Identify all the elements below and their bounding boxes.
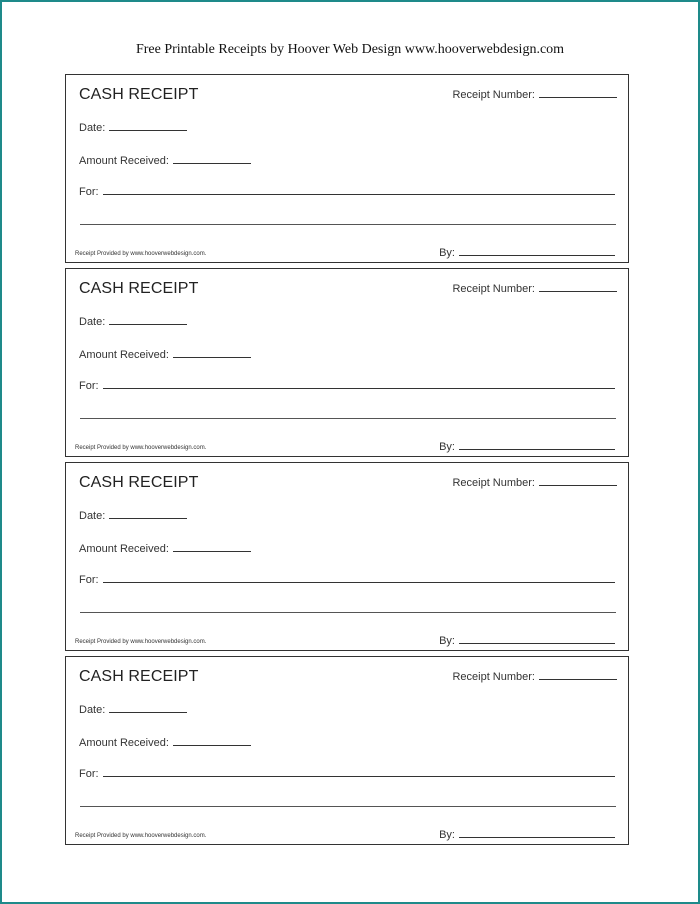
receipt-footer: Receipt Provided by www.hooverwebdesign.com. (75, 833, 207, 839)
amount-field[interactable] (173, 542, 251, 552)
by-row (439, 246, 615, 259)
receipt-number-field[interactable] (539, 670, 617, 680)
amount-field[interactable] (173, 348, 251, 358)
receipt-number-field[interactable] (539, 88, 617, 98)
receipt-number-row (452, 88, 617, 101)
amount-row (79, 154, 251, 167)
for-field[interactable] (103, 379, 615, 389)
by-field[interactable] (459, 440, 615, 450)
receipt-title: CASH RECEIPT (79, 86, 199, 103)
amount-row (79, 348, 251, 361)
date-row (79, 703, 187, 716)
for-label: For: (79, 768, 99, 780)
for-field[interactable] (103, 185, 615, 195)
by-field[interactable] (459, 634, 615, 644)
cash-receipt-3 (65, 462, 629, 651)
cash-receipt-4 (65, 656, 629, 845)
by-row (439, 828, 615, 841)
amount-label: Amount Received: (79, 543, 169, 555)
amount-label: Amount Received: (79, 737, 169, 749)
receipt-footer: Receipt Provided by www.hooverwebdesign.com. (75, 445, 207, 451)
for-continuation-line[interactable] (80, 418, 616, 419)
receipt-number-field[interactable] (539, 476, 617, 486)
receipt-title: CASH RECEIPT (79, 474, 199, 491)
receipt-number-row (452, 282, 617, 295)
amount-field[interactable] (173, 736, 251, 746)
receipt-number-row (452, 670, 617, 683)
date-label: Date: (79, 704, 106, 716)
receipt-title: CASH RECEIPT (79, 280, 199, 297)
receipt-footer: Receipt Provided by www.hooverwebdesign.com. (75, 639, 207, 645)
receipt-title: CASH RECEIPT (79, 668, 199, 685)
for-continuation-line[interactable] (80, 806, 616, 807)
by-label: By: (439, 635, 455, 647)
for-label: For: (79, 380, 99, 392)
date-field[interactable] (109, 315, 187, 325)
date-label: Date: (79, 510, 106, 522)
amount-label: Amount Received: (79, 155, 169, 167)
date-field[interactable] (109, 121, 187, 131)
for-row (79, 379, 615, 392)
for-row (79, 185, 615, 198)
for-field[interactable] (103, 767, 615, 777)
by-field[interactable] (459, 246, 615, 256)
date-row (79, 315, 187, 328)
receipt-number-label: Receipt Number: (452, 283, 535, 295)
date-label: Date: (79, 122, 106, 134)
by-row (439, 634, 615, 647)
date-field[interactable] (109, 509, 187, 519)
by-label: By: (439, 829, 455, 841)
amount-row (79, 736, 251, 749)
receipt-number-label: Receipt Number: (452, 671, 535, 683)
for-label: For: (79, 574, 99, 586)
for-field[interactable] (103, 573, 615, 583)
for-row (79, 767, 615, 780)
date-label: Date: (79, 316, 106, 328)
cash-receipt-1 (65, 74, 629, 263)
by-label: By: (439, 247, 455, 259)
amount-field[interactable] (173, 154, 251, 164)
receipt-footer: Receipt Provided by www.hooverwebdesign.com. (75, 251, 207, 257)
by-row (439, 440, 615, 453)
for-continuation-line[interactable] (80, 612, 616, 613)
by-label: By: (439, 441, 455, 453)
amount-row (79, 542, 251, 555)
receipt-number-row (452, 476, 617, 489)
receipt-number-field[interactable] (539, 282, 617, 292)
cash-receipt-2 (65, 268, 629, 457)
by-field[interactable] (459, 828, 615, 838)
page-header: Free Printable Receipts by Hoover Web Design www.hooverwebdesign.com (135, 42, 565, 57)
amount-label: Amount Received: (79, 349, 169, 361)
receipt-number-label: Receipt Number: (452, 89, 535, 101)
date-row (79, 121, 187, 134)
date-row (79, 509, 187, 522)
for-continuation-line[interactable] (80, 224, 616, 225)
for-label: For: (79, 186, 99, 198)
date-field[interactable] (109, 703, 187, 713)
for-row (79, 573, 615, 586)
receipt-number-label: Receipt Number: (452, 477, 535, 489)
